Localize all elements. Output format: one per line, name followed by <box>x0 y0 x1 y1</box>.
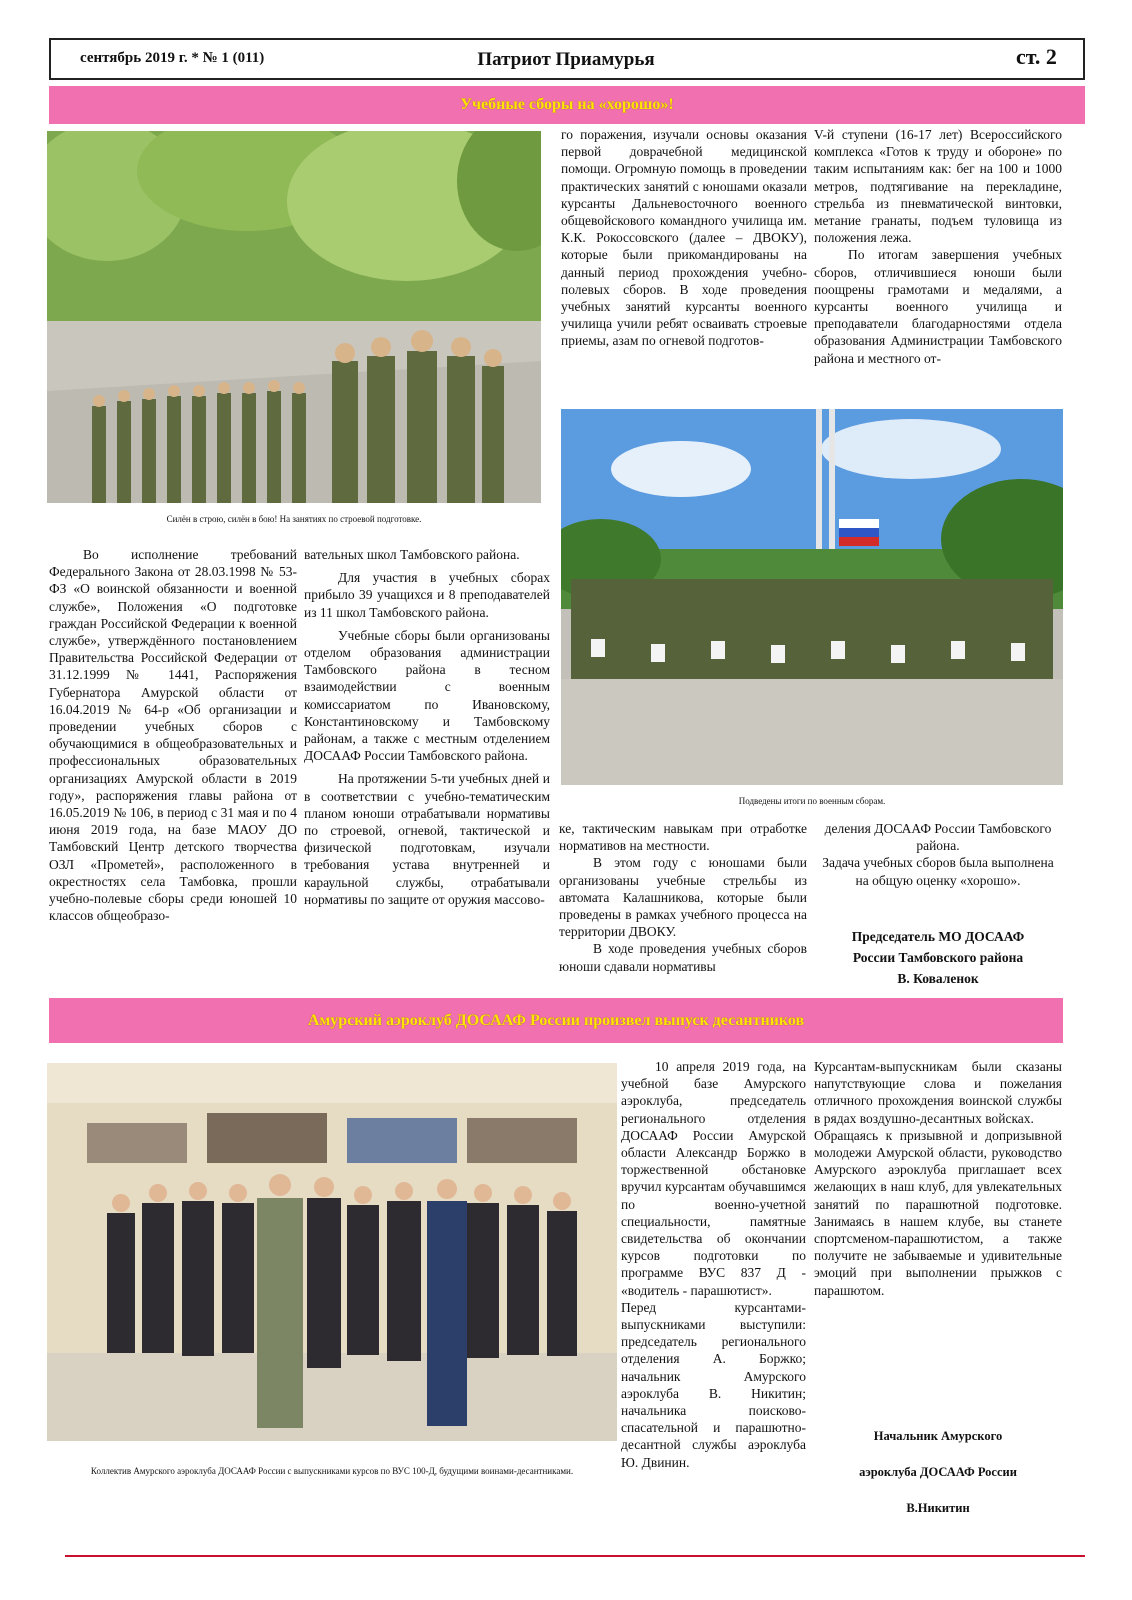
article2-banner <box>49 998 1063 1043</box>
article1-col-mid <box>304 546 550 908</box>
article1-col-upper-right <box>814 126 1062 367</box>
article1-title: Учебные сборы на «хорошо»! <box>460 96 674 113</box>
paragraph: Обращаясь к призывной и допризывной молодежи Амурской области, руководство Амурского аэроклуба приглашает всех желающих в наш клуб, для увлекательных занятий по парашютной подготовке. Занимаясь в нашем клубе, вы станете спортсменом-парашютистом, а также получите не забываемые и удивительные эмоций при выполнении прыжков с парашютом. <box>814 1127 1062 1298</box>
article1-col-lower-mid <box>559 820 807 975</box>
article2-col-right <box>814 1058 1062 1299</box>
paragraph: вательных школ Тамбовского района. <box>304 547 520 562</box>
signature-line: Председатель МО ДОСААФ <box>851 929 1025 944</box>
paragraph: V-й ступени (16-17 лет) Всероссийского комплекса «Готов к труду и обороне» по таким испытаниям как: бег на 100 и 1000 метров, подтягивание на перекладине, стрельба из пневматической винтовки, метание гранаты, подъем туловища из положения лежа. <box>814 127 1062 246</box>
paragraph: Учебные сборы были организованы отделом образования администрации Тамбовского района в тесном взаимодействии с военным комиссариатом по Ивановскому, Константиновскому и Тамбовскому районам, а также с местным отделением ДОСААФ России Тамбовского района. <box>304 627 550 764</box>
paragraph: 10 апреля 2019 года, на учебной базе Амурского аэроклуба, председатель регионального отделения ДОСААФ России Амурской области Александр Боржко в торжественной обстановке вручил курсантам обучавшимся по военно-учетной специальности, памятные свидетельства об окончании курсов подготовки по программе ВУС 837 Д - «водитель - парашютист». <box>621 1059 806 1298</box>
photo-graduates-caption: Коллектив Амурского аэроклуба ДОСААФ России с выпускниками курсов по ВУС 100-Д, будущими воинами-десантниками. <box>90 1466 574 1476</box>
paragraph: Курсантам-выпускникам были сказаны напутствующие слова и пожелания отличного прохождения воинской службы в рядах воздушно-десантных войсках. <box>814 1059 1062 1126</box>
paragraph: Перед курсантами-выпускниками выступили: председатель регионального отделения А. Боржко; начальник Амурского аэроклуба В. Никитин; начальника поисково-спасательной и парашютно-десантной службы аэроклуба Ю. Двинин. <box>621 1299 806 1470</box>
signature-line: В.Никитин <box>906 1501 970 1515</box>
photo-group-caption: Подведены итоги по военным сборам. <box>738 796 886 806</box>
newspaper-title: Патриот Приамурья <box>477 49 655 70</box>
article1-col-left <box>49 546 297 924</box>
paragraph: На протяжении 5-ти учебных дней и в соответствии с учебно-тематическим планом юноши отрабатывали нормативы по строевой, огневой, тактической и физической подготовкам, изучали требования устава внутренней и караульной службы, отрабатывали нормативы по защите от оружия массово- <box>304 771 550 907</box>
paragraph: Для участия в учебных сборах прибыло 39 учащихся и 8 преподавателей из 11 школ Тамбовского района. <box>304 570 550 620</box>
footer-rule <box>65 1555 1085 1557</box>
article1-signature <box>814 926 1062 989</box>
article2-col-mid <box>621 1058 806 1471</box>
paragraph: По итогам завершения учебных сборов, отличившиеся юноши были поощрены грамотами и медалями, а курсанты военного училища и преподаватели благодарностями отдела образования Администрации Тамбовского района и местного от- <box>814 247 1062 366</box>
paragraph: Задача учебных сборов была выполнена на общую оценку «хорошо». <box>822 855 1054 888</box>
signature-line: России Тамбовского района <box>852 950 1024 965</box>
article1-col-upper-mid <box>561 126 807 350</box>
page-number: ст. 2 <box>1016 44 1057 69</box>
photo-graduates <box>47 1063 617 1441</box>
signature-line: В. Коваленок <box>897 971 979 986</box>
article2-signature <box>814 1418 1062 1526</box>
paragraph: деления ДОСААФ России Тамбовского района. <box>824 821 1052 854</box>
signature-line: аэроклуба ДОСААФ России <box>859 1465 1017 1479</box>
paragraph: В этом году с юношами были организованы учебные стрельбы из автомата Калашникова, которые были проведены в рамках учебного процесса на территории ДВОКУ. <box>559 855 807 940</box>
paragraph: го поражения, изучали основы оказания первой доврачебной медицинской помощи. Огромную помощь в проведении практических занятий с юношами оказали курсанты Дальневосточного военного общевойскового командного училища им. К.К. Рокоссовского (далее – ДВОКУ), которые были прикомандированы на данный период прохождения учебно-полевых сборов. В ходе проведения учебных занятий курсанты военного училища учили ребят осваивать строевые приемы, азам по огневой подготов- <box>561 127 807 349</box>
paragraph: ке, тактическим навыкам при отработке нормативов на местности. <box>559 821 807 854</box>
issue-info: сентябрь 2019 г. * № 1 (011) <box>80 50 265 66</box>
article2-title: Амурский аэроклуб ДОСААФ России произвел выпуск десантников <box>307 1011 805 1029</box>
article1-col-lower-right <box>814 820 1062 889</box>
signature-line: Начальник Амурского <box>873 1429 1003 1443</box>
photo-group-results <box>561 409 1063 785</box>
paragraph: В ходе проведения учебных сборов юноши сдавали нормативы <box>559 941 807 974</box>
photo-formation <box>47 131 541 503</box>
photo-formation-caption: Силён в строю, силён в бою! На занятиях по строевой подготовке. <box>166 514 422 524</box>
paragraph: Во исполнение требований Федерального Закона от 28.03.1998 № 53-ФЗ «О воинской обязанности и военной службе», Положения «О подготовке граждан Российской Федерации к военной службе», утверждённого постановлением Правительства Российской Федерации от 31.12.1999 № 1441, Распоряжения Губернатора Амурской области от 16.04.2019 № 64-р «Об организации и проведении учебных сборов с обучающимися в общеобразовательных и профессиональных образовательных организациях Амурской области в 2019 году», распоряжения главы района от 16.05.2019 № 106, в период с 31 мая и по 4 июня 2019 года, на базе МАОУ ДО Тамбовский Центр детского творчества ОЗЛ «Прометей», расположенного в окрестностях села Тамбовка, прошли учебно-полевые сборы среди юношей 10 классов общеобразо- <box>49 547 297 924</box>
article1-banner <box>49 86 1085 124</box>
